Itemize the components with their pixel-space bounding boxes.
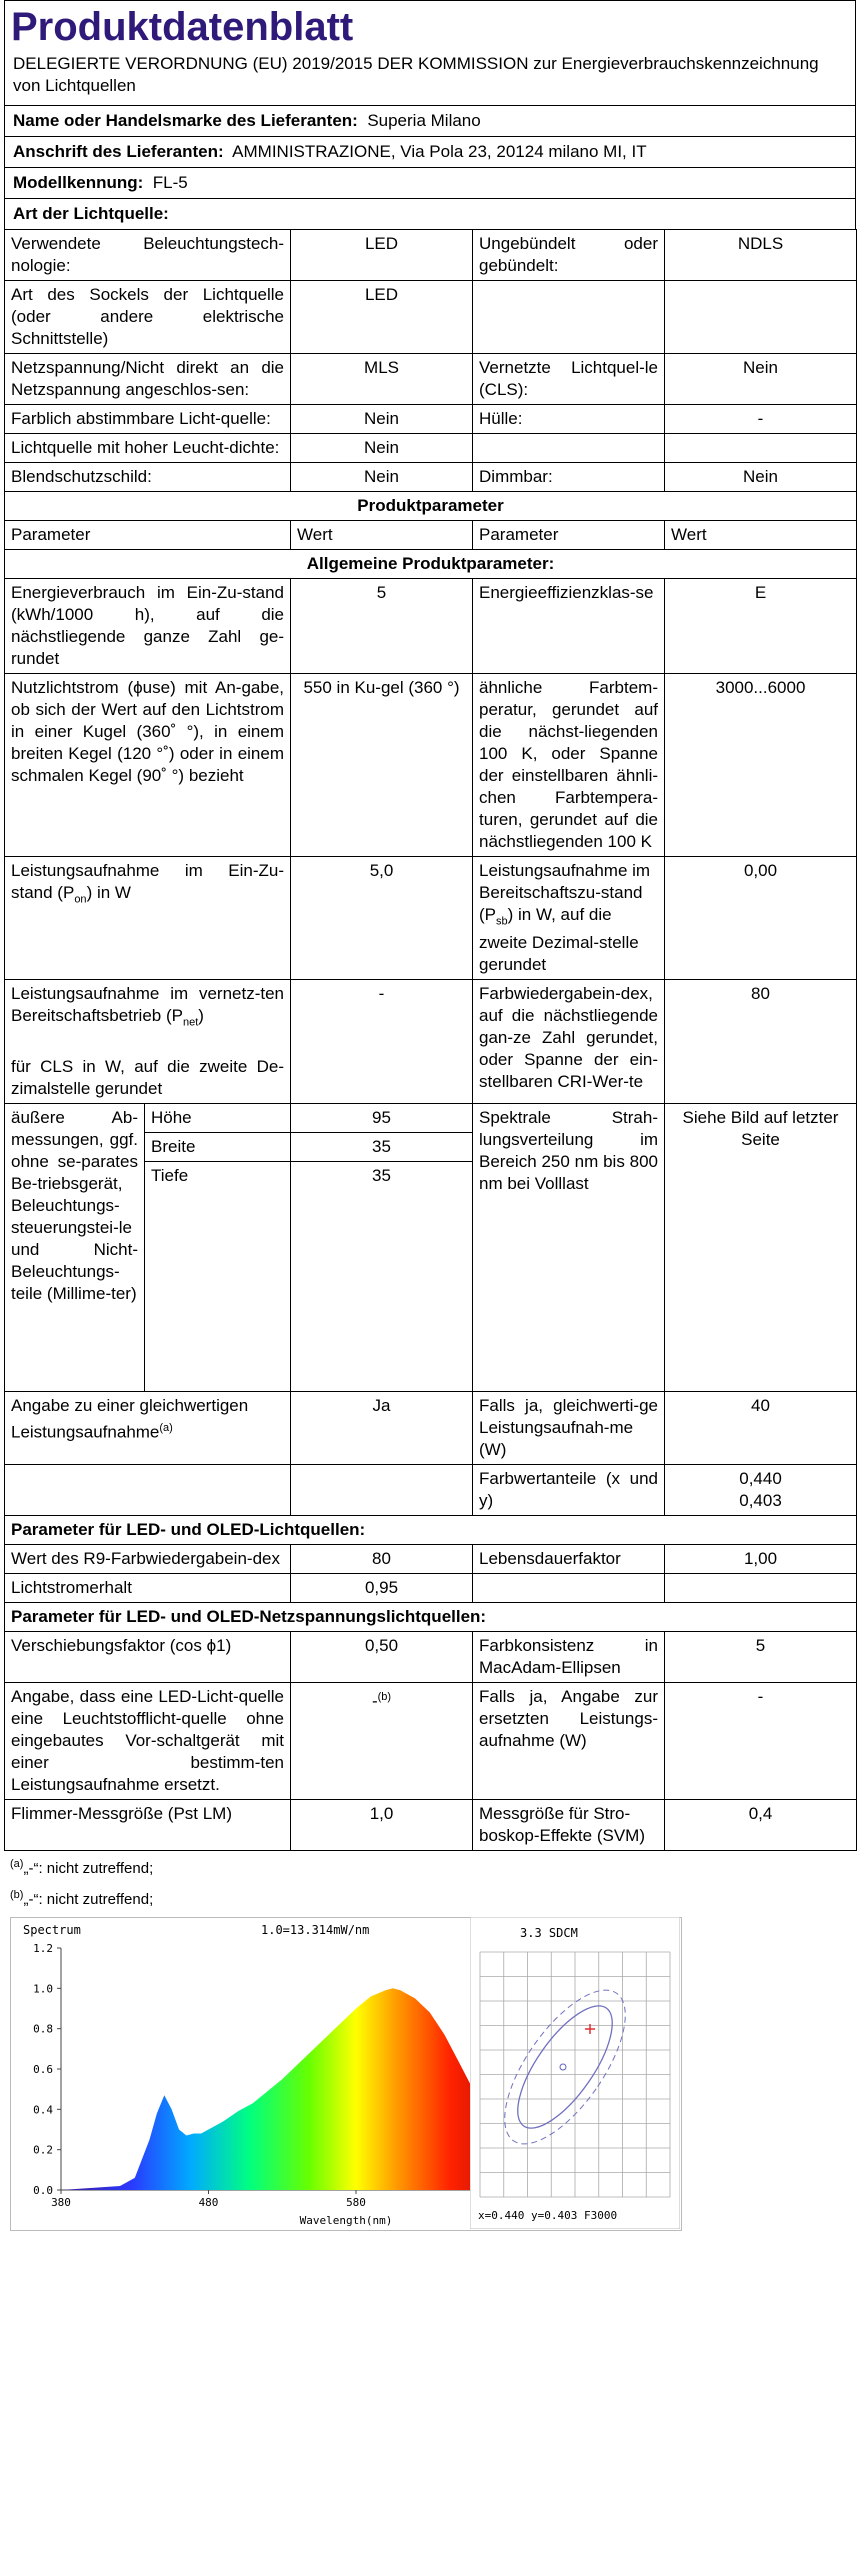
lumen-maintenance-value: 0,95: [291, 1573, 473, 1602]
x-tick-label: 480: [198, 2195, 219, 2209]
equivalent-power-w-label: Falls ja, gleichwerti-ge Leistungsaufnah-me (W): [473, 1391, 665, 1464]
sdcm-chart: [470, 1917, 680, 2229]
cct-label: ähnliche Farbtem-peratur, gerundet auf die nächst-liegenden 100 K, oder Spanne der einstellbaren ähnli-chen Farbtempera-turen, gerundet auf die nächstliegenden 100 K: [473, 674, 665, 857]
r9-label: Wert des R9-Farbwiedergabein-dex: [5, 1544, 291, 1573]
column-header: Parameter: [473, 521, 665, 550]
table-row: [5, 1682, 857, 1799]
socket-label: Art des Sockels der Lichtquelle (oder andere elektrische Schnittstelle): [5, 281, 291, 354]
table-row: [5, 1103, 857, 1132]
luminous-flux-label: Nutzlichtstrom (ϕuse) mit An-gabe, ob sich der Wert auf den Lichtstrom in einer Kugel (360˚ °), in einem breiten Kegel (120 °˚) oder in einem schmalen Kegel (90˚ °) bezieht: [5, 674, 291, 857]
model-value: FL-5: [152, 173, 188, 192]
cri-label: Farbwiedergabein-dex, auf die nächstliegende gan-ze Zahl gerundet, oder Spanne der ein-stellbaren CRI-Wer-te: [473, 980, 665, 1103]
equivalent-power-label: [5, 1391, 291, 1464]
light-source-type-label: Art der Lichtquelle:: [13, 204, 169, 223]
product-params-heading: Produktparameter: [5, 492, 857, 521]
empty-cell: [665, 434, 857, 463]
replacement-footnote-mark: (b): [377, 1690, 392, 1703]
empty-cell: [473, 1573, 665, 1602]
on-power-label-unit: ) in W: [86, 883, 131, 902]
power-factor-label: Verschiebungsfaktor (cos ϕ1): [5, 1631, 291, 1682]
energy-value: 5: [291, 579, 473, 674]
y-tick-label: 0.0: [33, 2183, 53, 2197]
color-consistency-label: Farbkonsistenz in MacAdam-Ellipsen: [473, 1631, 665, 1682]
table-row: [5, 579, 857, 674]
table-row: [5, 1515, 857, 1544]
table-row: [5, 857, 857, 980]
footnote-b-text: „-“: nicht zutreffend;: [23, 1890, 154, 1908]
replacement-label: Angabe, dass eine LED-Licht-quelle eine Leuchtstofflicht-quelle ohne eingebautes Vor-schaltgerät mit einer bestimm-ten Leistungsaufnahme ersetzt.: [5, 1682, 291, 1799]
networked-standby-label-text: Leistungsaufnahme im vernetz-ten Bereitschaftsbetrieb (P: [11, 984, 285, 1026]
standby-power-label: [473, 857, 665, 980]
color-tunable-label: Farblich abstimmbare Licht-quelle:: [5, 405, 291, 434]
table-row: [5, 434, 857, 463]
table-row: [5, 1464, 857, 1515]
efficiency-class-label: Energieeffizienzklas-se: [473, 579, 665, 674]
height-value: 95: [291, 1103, 473, 1132]
column-header: Wert: [665, 521, 857, 550]
sdcm-frame: [470, 1917, 680, 2229]
tech-label: Verwendete Beleuchtungstech-nologie:: [5, 230, 291, 281]
power-factor-value: 0,50: [291, 1631, 473, 1682]
chromaticity-y: 0,403: [739, 1490, 782, 1510]
column-header: Wert: [291, 521, 473, 550]
footnote-a-text: „-“: nicht zutreffend;: [23, 1859, 154, 1877]
replaced-power-value: -: [665, 1682, 857, 1799]
footnote-a-mark: (a): [10, 1857, 24, 1870]
y-tick-label: 0.6: [33, 2062, 53, 2076]
table-row: [5, 550, 857, 579]
cri-value: 80: [665, 980, 857, 1103]
networked-standby-label-note: für CLS in W, auf die zweite De-zimalstelle gerundet: [11, 1056, 285, 1098]
table-row: [5, 281, 857, 354]
footnote-b-mark: (b): [10, 1888, 24, 1901]
address-value: AMMINISTRAZIONE, Via Pola 23, 20124 milano MI, IT: [232, 142, 647, 161]
sdcm-readout: x=0.440 y=0.403 F3000: [478, 2208, 618, 2222]
replacement-value-text: -: [371, 1691, 378, 1711]
networked-standby-value: -: [291, 980, 473, 1103]
supplier-label: Name oder Handelsmarke des Lieferanten:: [13, 111, 358, 130]
equivalent-power-value: Ja: [291, 1391, 473, 1464]
x-tick-label: 380: [51, 2195, 71, 2209]
spectrum-xlabel: Wavelength(nm): [299, 2213, 393, 2227]
model-row: [5, 168, 855, 199]
energy-label: Energieverbrauch im Ein-Zu-stand (kWh/1000 h), auf die nächstliegende ganze Zahl ge-rundet: [5, 579, 291, 674]
replaced-power-label: Falls ja, Angabe zur ersetzten Leistungs-aufnahme (W): [473, 1682, 665, 1799]
footnote-b: [4, 1882, 856, 1913]
table-row: [5, 1573, 857, 1602]
table-row: [5, 354, 857, 405]
on-power-value: 5,0: [291, 857, 473, 980]
empty-cell: [665, 281, 857, 354]
header-box: [4, 0, 856, 229]
networked-standby-subscript: net: [182, 1016, 199, 1029]
standby-power-value: 0,00: [665, 857, 857, 980]
stroboscopic-label: Messgröße für Stro-boskop-Effekte (SVM): [473, 1799, 665, 1850]
color-tunable-value: Nein: [291, 405, 473, 434]
table-row: [5, 1544, 857, 1573]
table-row: [5, 463, 857, 492]
width-value: 35: [291, 1132, 473, 1161]
table-row: [5, 674, 857, 857]
table-row: [5, 1631, 857, 1682]
mains-label: Netzspannung/Nicht direkt an die Netzspannung angeschlos-sen:: [5, 354, 291, 405]
general-params-heading: Allgemeine Produktparameter:: [5, 550, 857, 579]
table-row: [5, 521, 857, 550]
efficiency-class-value: E: [665, 579, 857, 674]
standby-power-label-text: Leistungsaufnahme im Bereitschaftszu-stand (P: [479, 861, 651, 924]
hull-value: -: [665, 405, 857, 434]
x-tick-label: 580: [346, 2195, 366, 2209]
glare-shield-label: Blendschutzschild:: [5, 463, 291, 492]
supplier-value: Superia Milano: [367, 111, 481, 130]
page-title: Produktdatenblatt: [11, 5, 354, 49]
standby-power-subscript: sb: [496, 915, 508, 928]
replacement-value: [291, 1682, 473, 1799]
standby-power-label-unit: ) in W, auf die zweite Dezimal-stelle gerundet: [479, 905, 639, 975]
address-row: [5, 137, 855, 168]
lumen-maintenance-label: Lichtstromerhalt: [5, 1573, 291, 1602]
on-power-subscript: on: [74, 893, 87, 906]
empty-cell: [473, 434, 665, 463]
spectrum-ylabel: Spectrum: [23, 1922, 81, 1937]
socket-value: LED: [291, 281, 473, 354]
empty-cell: [665, 1573, 857, 1602]
equivalent-power-w-value: 40: [665, 1391, 857, 1464]
y-tick-label: 0.4: [33, 2103, 53, 2117]
bundle-value: NDLS: [665, 230, 857, 281]
model-label: Modellkennung:: [13, 173, 144, 192]
parameter-table: [4, 229, 857, 1851]
led-params-heading: Parameter für LED- und OLED-Lichtquellen:: [5, 1515, 857, 1544]
spectral-distribution-label: Spektrale Strah-lungsverteilung im Bereich 250 nm bis 800 nm bei Volllast: [473, 1103, 665, 1391]
spectrum-title: 1.0=13.314mW/nm: [261, 1922, 370, 1937]
color-consistency-value: 5: [665, 1631, 857, 1682]
light-source-type-row: [5, 199, 855, 229]
high-luminance-label: Lichtquelle mit hoher Leucht-dichte:: [5, 434, 291, 463]
chromaticity-value: [665, 1464, 857, 1515]
networked-standby-label-close: ): [198, 1006, 204, 1026]
luminous-flux-value: 550 in Ku-gel (360 °): [291, 674, 473, 857]
supplier-row: [5, 106, 855, 137]
width-label: Breite: [145, 1132, 291, 1161]
on-power-label: [5, 857, 291, 980]
r9-value: 80: [291, 1544, 473, 1573]
spectral-distribution-value: Siehe Bild auf letzter Seite: [665, 1103, 857, 1391]
stroboscopic-value: 0,4: [665, 1799, 857, 1850]
table-row: [5, 405, 857, 434]
empty-cell: [5, 1464, 291, 1515]
datasheet: [4, 0, 856, 2232]
flicker-label: Flimmer-Messgröße (Pst LM): [5, 1799, 291, 1850]
cls-label: Vernetzte Lichtquel-le (CLS):: [473, 354, 665, 405]
hull-label: Hülle:: [473, 405, 665, 434]
dimmable-value: Nein: [665, 463, 857, 492]
tech-value: LED: [291, 230, 473, 281]
chromaticity-x: 0,440: [739, 1468, 782, 1488]
y-tick-label: 1.2: [33, 1941, 53, 1955]
table-row: [5, 1602, 857, 1631]
depth-value: 35: [291, 1161, 473, 1391]
on-power-label-text: Leistungsaufnahme im Ein-Zu-stand (P: [11, 861, 285, 902]
empty-cell: [473, 281, 665, 354]
regulation-subtitle: DELEGIERTE VERORDNUNG (EU) 2019/2015 DER KOMMISSION zur Energieverbrauchskennzeichnung von Lichtquellen: [5, 49, 855, 106]
column-header: Parameter: [5, 521, 291, 550]
equivalent-power-label-text: Angabe zu einer gleichwertigen Leistungsaufnahme: [11, 1395, 249, 1442]
dimensions-label: äußere Ab-messungen, ggf. ohne se-parates Be-triebsgerät, Beleuchtungs-steuerungstei-le und Nicht-Beleuchtungs-teile (Millime-ter): [5, 1103, 145, 1391]
mains-params-heading: Parameter für LED- und OLED-Netzspannungslichtquellen:: [5, 1602, 857, 1631]
lifetime-factor-label: Lebensdauerfaktor: [473, 1544, 665, 1573]
table-row: [5, 1391, 857, 1464]
chromaticity-label: Farbwertanteile (x und y): [473, 1464, 665, 1515]
footnote-a: [4, 1851, 856, 1882]
dimmable-label: Dimmbar:: [473, 463, 665, 492]
glare-shield-value: Nein: [291, 463, 473, 492]
table-row: [5, 230, 857, 281]
high-luminance-value: Nein: [291, 434, 473, 463]
y-tick-label: 0.2: [33, 2143, 53, 2157]
address-label: Anschrift des Lieferanten:: [13, 142, 224, 161]
table-row: [5, 1799, 857, 1850]
table-row: [5, 492, 857, 521]
sdcm-title: 3.3 SDCM: [520, 1925, 578, 1940]
mains-value: MLS: [291, 354, 473, 405]
figures: [4, 1917, 856, 2232]
cls-value: Nein: [665, 354, 857, 405]
y-tick-label: 1.0: [33, 1982, 53, 1996]
bundle-label: Ungebündelt oder gebündelt:: [473, 230, 665, 281]
flicker-value: 1,0: [291, 1799, 473, 1850]
y-tick-label: 0.8: [33, 2022, 53, 2036]
cct-value: 3000...6000: [665, 674, 857, 857]
table-row: [5, 980, 857, 1103]
lifetime-factor-value: 1,00: [665, 1544, 857, 1573]
depth-label: Tiefe: [145, 1161, 291, 1391]
height-label: Höhe: [145, 1103, 291, 1132]
networked-standby-label: [5, 980, 291, 1103]
empty-cell: [291, 1464, 473, 1515]
equivalent-power-footnote-mark: (a): [159, 1421, 173, 1434]
